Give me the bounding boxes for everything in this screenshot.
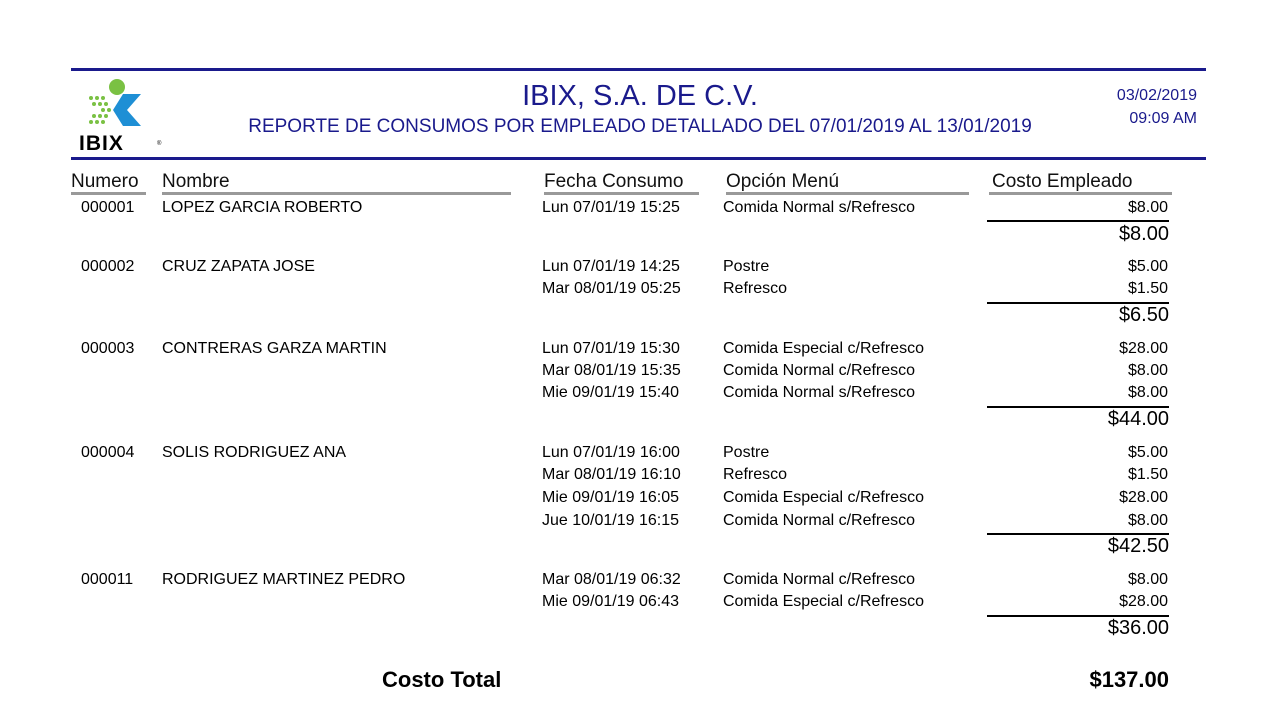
item-opcion: Comida Normal s/Refresco xyxy=(723,199,916,216)
company-title: IBIX, S.A. DE C.V. xyxy=(522,80,758,112)
item-opcion: Comida Normal c/Refresco xyxy=(723,571,916,588)
logo-registered-mark: ® xyxy=(157,141,162,147)
item-opcion: Refresco xyxy=(723,466,788,483)
item-fecha: Lun 07/01/19 15:25 xyxy=(542,199,680,216)
employee-subtotal: $8.00 xyxy=(1118,223,1169,245)
col-header-fecha-underline xyxy=(544,192,699,195)
item-fecha: Mie 09/01/19 16:05 xyxy=(542,489,679,506)
item-costo: $8.00 xyxy=(1127,384,1168,401)
item-costo: $5.00 xyxy=(1127,444,1168,461)
item-costo: $28.00 xyxy=(1119,593,1168,610)
item-costo: $8.00 xyxy=(1127,512,1168,529)
item-fecha: Lun 07/01/19 14:25 xyxy=(542,258,680,275)
header-bottom-rule xyxy=(71,157,1206,160)
employee-numero: 000001 xyxy=(81,199,135,216)
col-header-nombre: Nombre xyxy=(162,171,230,192)
item-opcion: Refresco xyxy=(723,280,788,297)
item-fecha: Mar 08/01/19 05:25 xyxy=(542,280,681,297)
total-value: $137.00 xyxy=(1089,667,1169,692)
item-opcion: Comida Normal s/Refresco xyxy=(723,384,916,401)
employee-subtotal: $6.50 xyxy=(1118,304,1169,326)
item-costo: $8.00 xyxy=(1127,571,1168,588)
item-opcion: Postre xyxy=(723,444,770,461)
item-costo: $1.50 xyxy=(1127,280,1168,297)
employee-numero: 000004 xyxy=(81,444,135,461)
item-opcion: Comida Especial c/Refresco xyxy=(723,489,924,506)
item-opcion: Comida Normal c/Refresco xyxy=(723,362,916,379)
employee-numero: 000002 xyxy=(81,258,135,275)
item-fecha: Lun 07/01/19 16:00 xyxy=(542,444,680,461)
item-costo: $28.00 xyxy=(1119,340,1168,357)
item-fecha: Mie 09/01/19 06:43 xyxy=(542,593,679,610)
item-costo: $8.00 xyxy=(1127,199,1168,216)
col-header-opcion: Opción Menú xyxy=(726,171,840,192)
subtotal-rule xyxy=(987,220,1169,222)
item-costo: $28.00 xyxy=(1119,489,1168,506)
employee-subtotal: $44.00 xyxy=(1107,408,1169,430)
ibix-logo xyxy=(79,78,169,156)
employee-subtotal: $36.00 xyxy=(1107,617,1169,639)
item-fecha: Mie 09/01/19 15:40 xyxy=(542,384,679,401)
report-date: 03/02/2019 xyxy=(1116,87,1197,104)
item-opcion: Comida Especial c/Refresco xyxy=(723,340,924,357)
header-top-rule xyxy=(71,68,1206,71)
col-header-costo-underline xyxy=(989,192,1172,195)
item-costo: $8.00 xyxy=(1127,362,1168,379)
item-fecha: Mar 08/01/19 16:10 xyxy=(542,466,681,483)
item-opcion: Postre xyxy=(723,258,770,275)
report-subtitle: REPORTE DE CONSUMOS POR EMPLEADO DETALLADO DEL 07/01/2019 AL 13/01/2019 xyxy=(248,116,1032,137)
col-header-opcion-underline xyxy=(726,192,969,195)
col-header-numero-underline xyxy=(71,192,146,195)
item-opcion: Comida Normal c/Refresco xyxy=(723,512,916,529)
employee-numero: 000003 xyxy=(81,340,135,357)
employee-numero: 000011 xyxy=(81,571,134,588)
col-header-fecha: Fecha Consumo xyxy=(544,171,684,192)
employee-nombre: SOLIS RODRIGUEZ ANA xyxy=(162,444,347,461)
ibix-logo-icon xyxy=(79,78,149,133)
item-costo: $1.50 xyxy=(1127,466,1168,483)
col-header-costo: Costo Empleado xyxy=(992,171,1133,192)
item-fecha: Mar 08/01/19 15:35 xyxy=(542,362,681,379)
report-datetime xyxy=(1117,84,1197,130)
col-header-numero: Numero xyxy=(71,171,139,192)
employee-nombre: RODRIGUEZ MARTINEZ PEDRO xyxy=(162,571,406,588)
logo-wordmark: IBIX xyxy=(79,132,124,155)
item-fecha: Jue 10/01/19 16:15 xyxy=(542,512,680,529)
item-fecha: Lun 07/01/19 15:30 xyxy=(542,340,680,357)
item-costo: $5.00 xyxy=(1127,258,1168,275)
col-header-nombre-underline xyxy=(162,192,511,195)
employee-subtotal: $42.50 xyxy=(1107,535,1169,557)
employee-nombre: CRUZ ZAPATA JOSE xyxy=(162,258,315,275)
item-fecha: Mar 08/01/19 06:32 xyxy=(542,571,681,588)
report-time: 09:09 AM xyxy=(1129,110,1197,127)
employee-nombre: CONTRERAS GARZA MARTIN xyxy=(162,340,387,357)
item-opcion: Comida Especial c/Refresco xyxy=(723,593,924,610)
total-label: Costo Total xyxy=(382,667,502,692)
employee-nombre: LOPEZ GARCIA ROBERTO xyxy=(162,199,363,216)
